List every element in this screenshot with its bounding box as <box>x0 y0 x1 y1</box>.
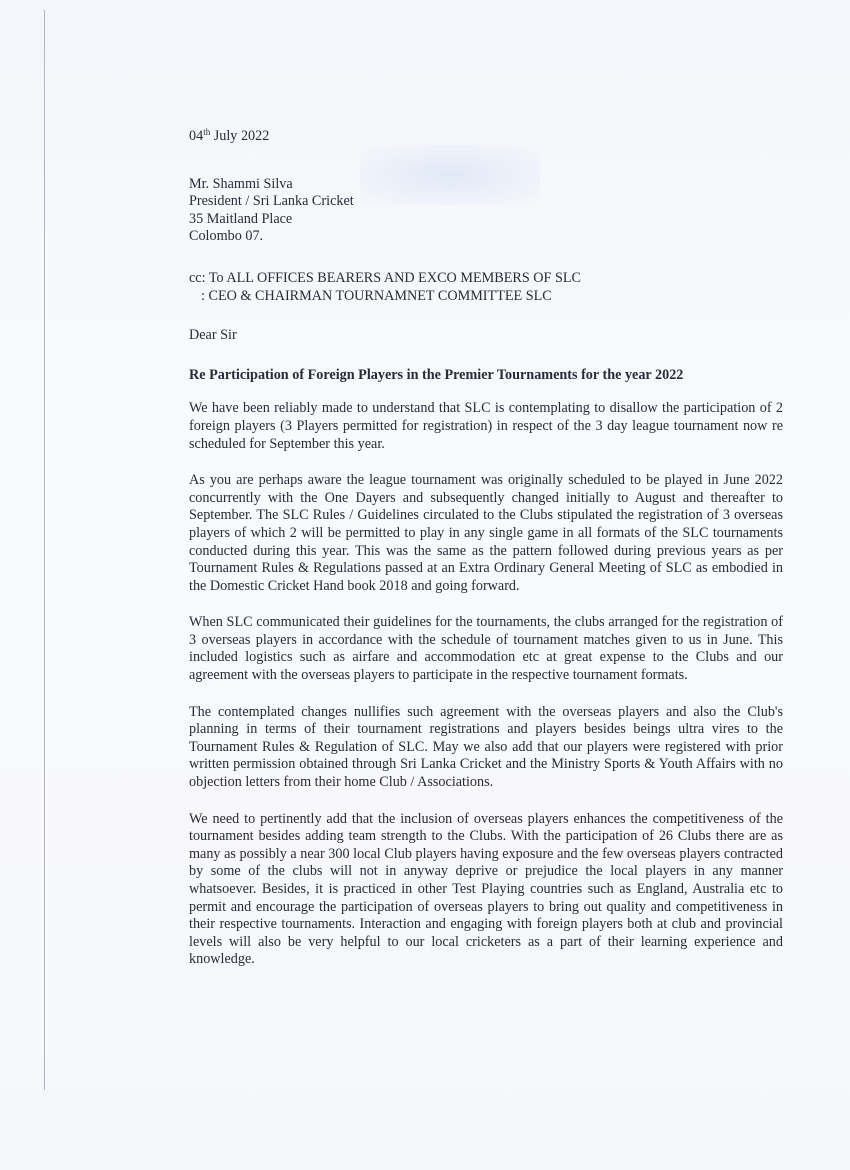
address-line: President / Sri Lanka Cricket <box>189 193 354 210</box>
subject-line: Re Participation of Foreign Players in the Premier Tournaments for the year 2022 <box>189 366 684 383</box>
body-paragraph: We have been reliably made to understand that SLC is contemplating to disallow the participation of 2 foreign players (3 Players permitted for registration) in respect of the 3 day league tournament now re scheduled for September this year. <box>189 400 783 452</box>
address-line: Mr. Shammi Silva <box>189 175 293 192</box>
salutation: Dear Sir <box>189 327 237 344</box>
cc-line: : CEO & CHAIRMAN TOURNAMNET COMMITTEE SLC <box>201 287 552 304</box>
letter-body <box>189 128 783 988</box>
body-paragraph: As you are perhaps aware the league tournament was originally scheduled to be played in June 2022 concurrently with the One Dayers and subsequently changed initially to August and thereafter to September. The SLC Rules / Guidelines circulated to the Clubs stipulated the registration of 3 overseas players of which 2 will be permitted to play in any single game in all formats of the SLC tournaments conducted during this year. This was the same as the pattern followed during previous years as per Tournament Rules & Regulations passed at an Extra Ordinary General Meeting of SLC as embodied in the Domestic Cricket Hand book 2018 and going forward. <box>189 472 783 594</box>
date-day: 04 <box>189 128 204 144</box>
address-line: Colombo 07. <box>189 228 264 245</box>
date-rest: July 2022 <box>210 128 270 144</box>
margin-line <box>44 10 45 1090</box>
body-paragraph: We need to pertinently add that the inclusion of overseas players enhances the competitiveness of the tournament besides adding team strength to the Clubs. With the participation of 26 Clubs there are as many as possibly a near 300 local Club players having exposure and the few overseas players contracted by some of the clubs will not in anyway deprive or prejudice the local players in any manner whatsoever. Besides, it is practiced in other Test Playing countries such as England, Australia etc to permit and encourage the participation of overseas players to bring out quality and competitiveness in their respective tournaments. Interaction and engaging with foreign players both at club and provincial levels will also be very helpful to our local cricketers as a part of their learning experience and knowledge. <box>189 810 783 968</box>
body-paragraph: When SLC communicated their guidelines for the tournaments, the clubs arranged for the registration of 3 overseas players in accordance with the schedule of tournament matches given to us in June. This included logistics such as airfare and accommodation etc at great expense to the Clubs and our agreement with the overseas players to participate in the respective tournament formats. <box>189 614 783 684</box>
cc-block <box>189 270 783 305</box>
cc-line: cc: To ALL OFFICES BEARERS AND EXCO MEMBERS OF SLC <box>189 269 581 286</box>
date-suffix: th <box>203 127 211 137</box>
address-line: 35 Maitland Place <box>189 210 293 227</box>
body-paragraph: The contemplated changes nullifies such agreement with the overseas players and also the Club's planning in terms of their tournament registrations and players besides beings ultra vires to the Tournament Rules & Regulation of SLC. May we also add that our players were registered with prior written permission obtained through Sri Lanka Cricket and the Ministry Sports & Youth Affairs with no objection letters from their home Club / Associations. <box>189 703 783 791</box>
letter-date <box>189 128 783 146</box>
recipient-address <box>189 176 783 246</box>
